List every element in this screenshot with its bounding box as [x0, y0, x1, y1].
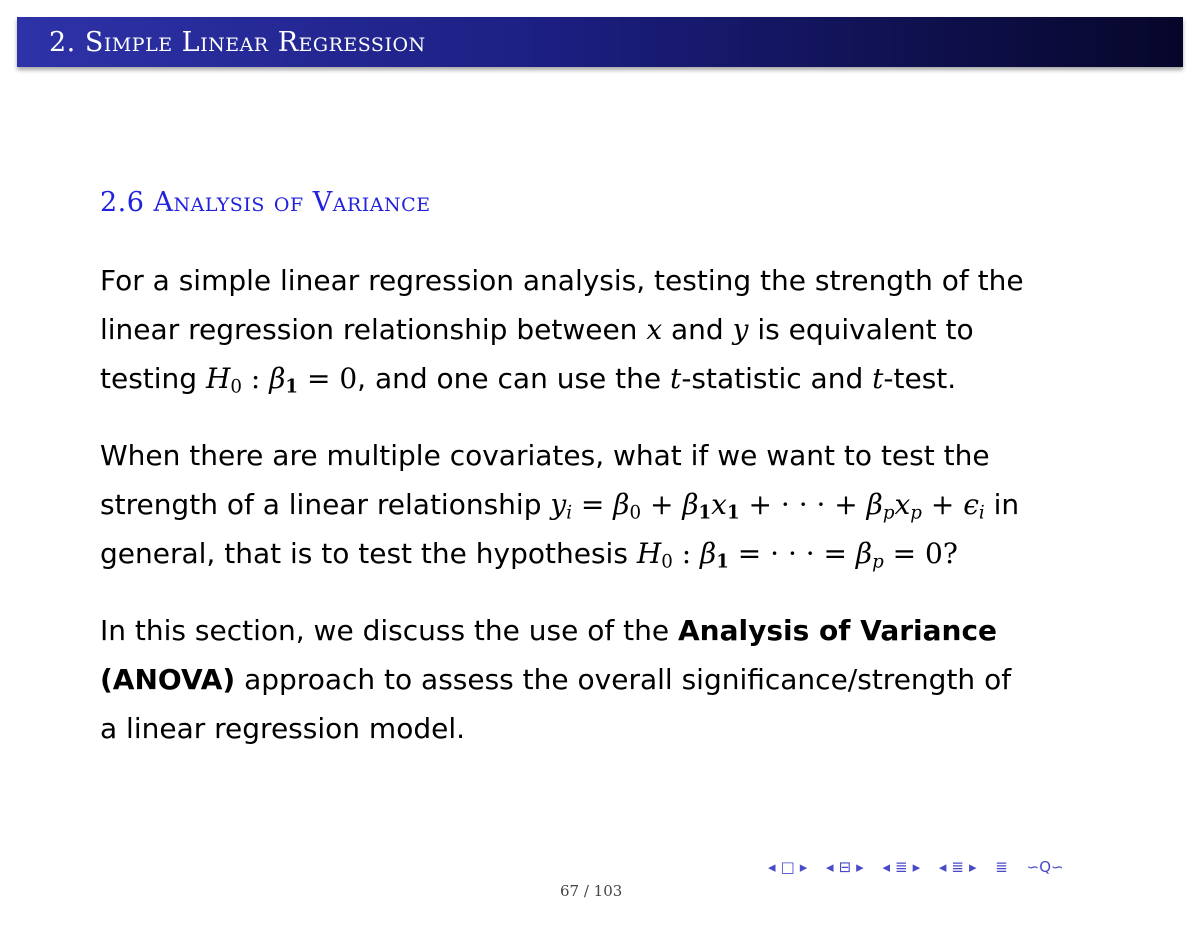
p1-line-3: testing $H_0$ : $\beta_1 = 0$, and one can use the t-statistic and t-test. — [100, 362, 957, 398]
p2-line-2: strength of a linear relationship $y_i = \beta_0 + \beta_1x_1$ + · · · + $\beta_px_p + \epsilon_i$ in — [100, 488, 1020, 524]
section-icon[interactable]: ≣ — [894, 858, 908, 876]
toc-icon[interactable]: ≣ — [995, 858, 1008, 876]
frame-next-arrow-icon[interactable]: ▸ — [799, 858, 808, 876]
p1-line-1: For a simple linear regression analysis, testing the strength of the — [100, 264, 1024, 297]
p3-line-2: (ANOVA) approach to assess the overall significance/strength of — [100, 663, 1012, 696]
paragraph-3 — [100, 606, 1110, 753]
var-y: y — [732, 313, 749, 346]
p3-line-3: a linear regression model. — [100, 712, 465, 745]
search-icon[interactable]: ∽Q∽ — [1026, 858, 1064, 876]
p1-line-2: linear regression relationship between x and y is equivalent to — [100, 313, 974, 346]
subsection-next-arrow-icon[interactable]: ▸ — [856, 858, 864, 876]
p2-line-1: When there are multiple covariates, what if we want to test the — [100, 439, 990, 472]
beamer-navigation-bar — [768, 858, 1069, 882]
paragraph-2 — [100, 431, 1110, 578]
p3-line-1: In this section, we discuss the use of the Analysis of Variance — [100, 614, 998, 647]
var-x: x — [646, 313, 663, 346]
anova-acronym: (ANOVA) — [100, 663, 236, 696]
subsection-prev-arrow-icon[interactable]: ◂ — [826, 858, 834, 876]
page-number: 67 / 103 — [560, 882, 623, 900]
slide-header-bar — [17, 17, 1183, 67]
section-title: 2.6 Analysis of Variance — [100, 187, 431, 218]
anova-term: Analysis of Variance — [677, 614, 998, 647]
frame-prev-arrow-icon[interactable]: ◂ — [768, 858, 776, 876]
subsection-icon[interactable]: ⊟ — [838, 858, 852, 876]
frame-icon[interactable]: □ — [780, 858, 795, 876]
section-prev-arrow-icon[interactable]: ◂ — [882, 858, 890, 876]
part-prev-arrow-icon[interactable]: ◂ — [938, 858, 947, 876]
p2-line-3: general, that is to test the hypothesis $H_0$ : $\beta_1$ = · · · = $\beta_p = 0$? — [100, 537, 958, 573]
part-icon[interactable]: ≣ — [951, 858, 964, 876]
part-next-arrow-icon[interactable]: ▸ — [968, 858, 977, 876]
paragraph-1 — [100, 256, 1110, 403]
section-next-arrow-icon[interactable]: ▸ — [912, 858, 921, 876]
slide-header-title: 2. Simple Linear Regression — [49, 27, 426, 58]
